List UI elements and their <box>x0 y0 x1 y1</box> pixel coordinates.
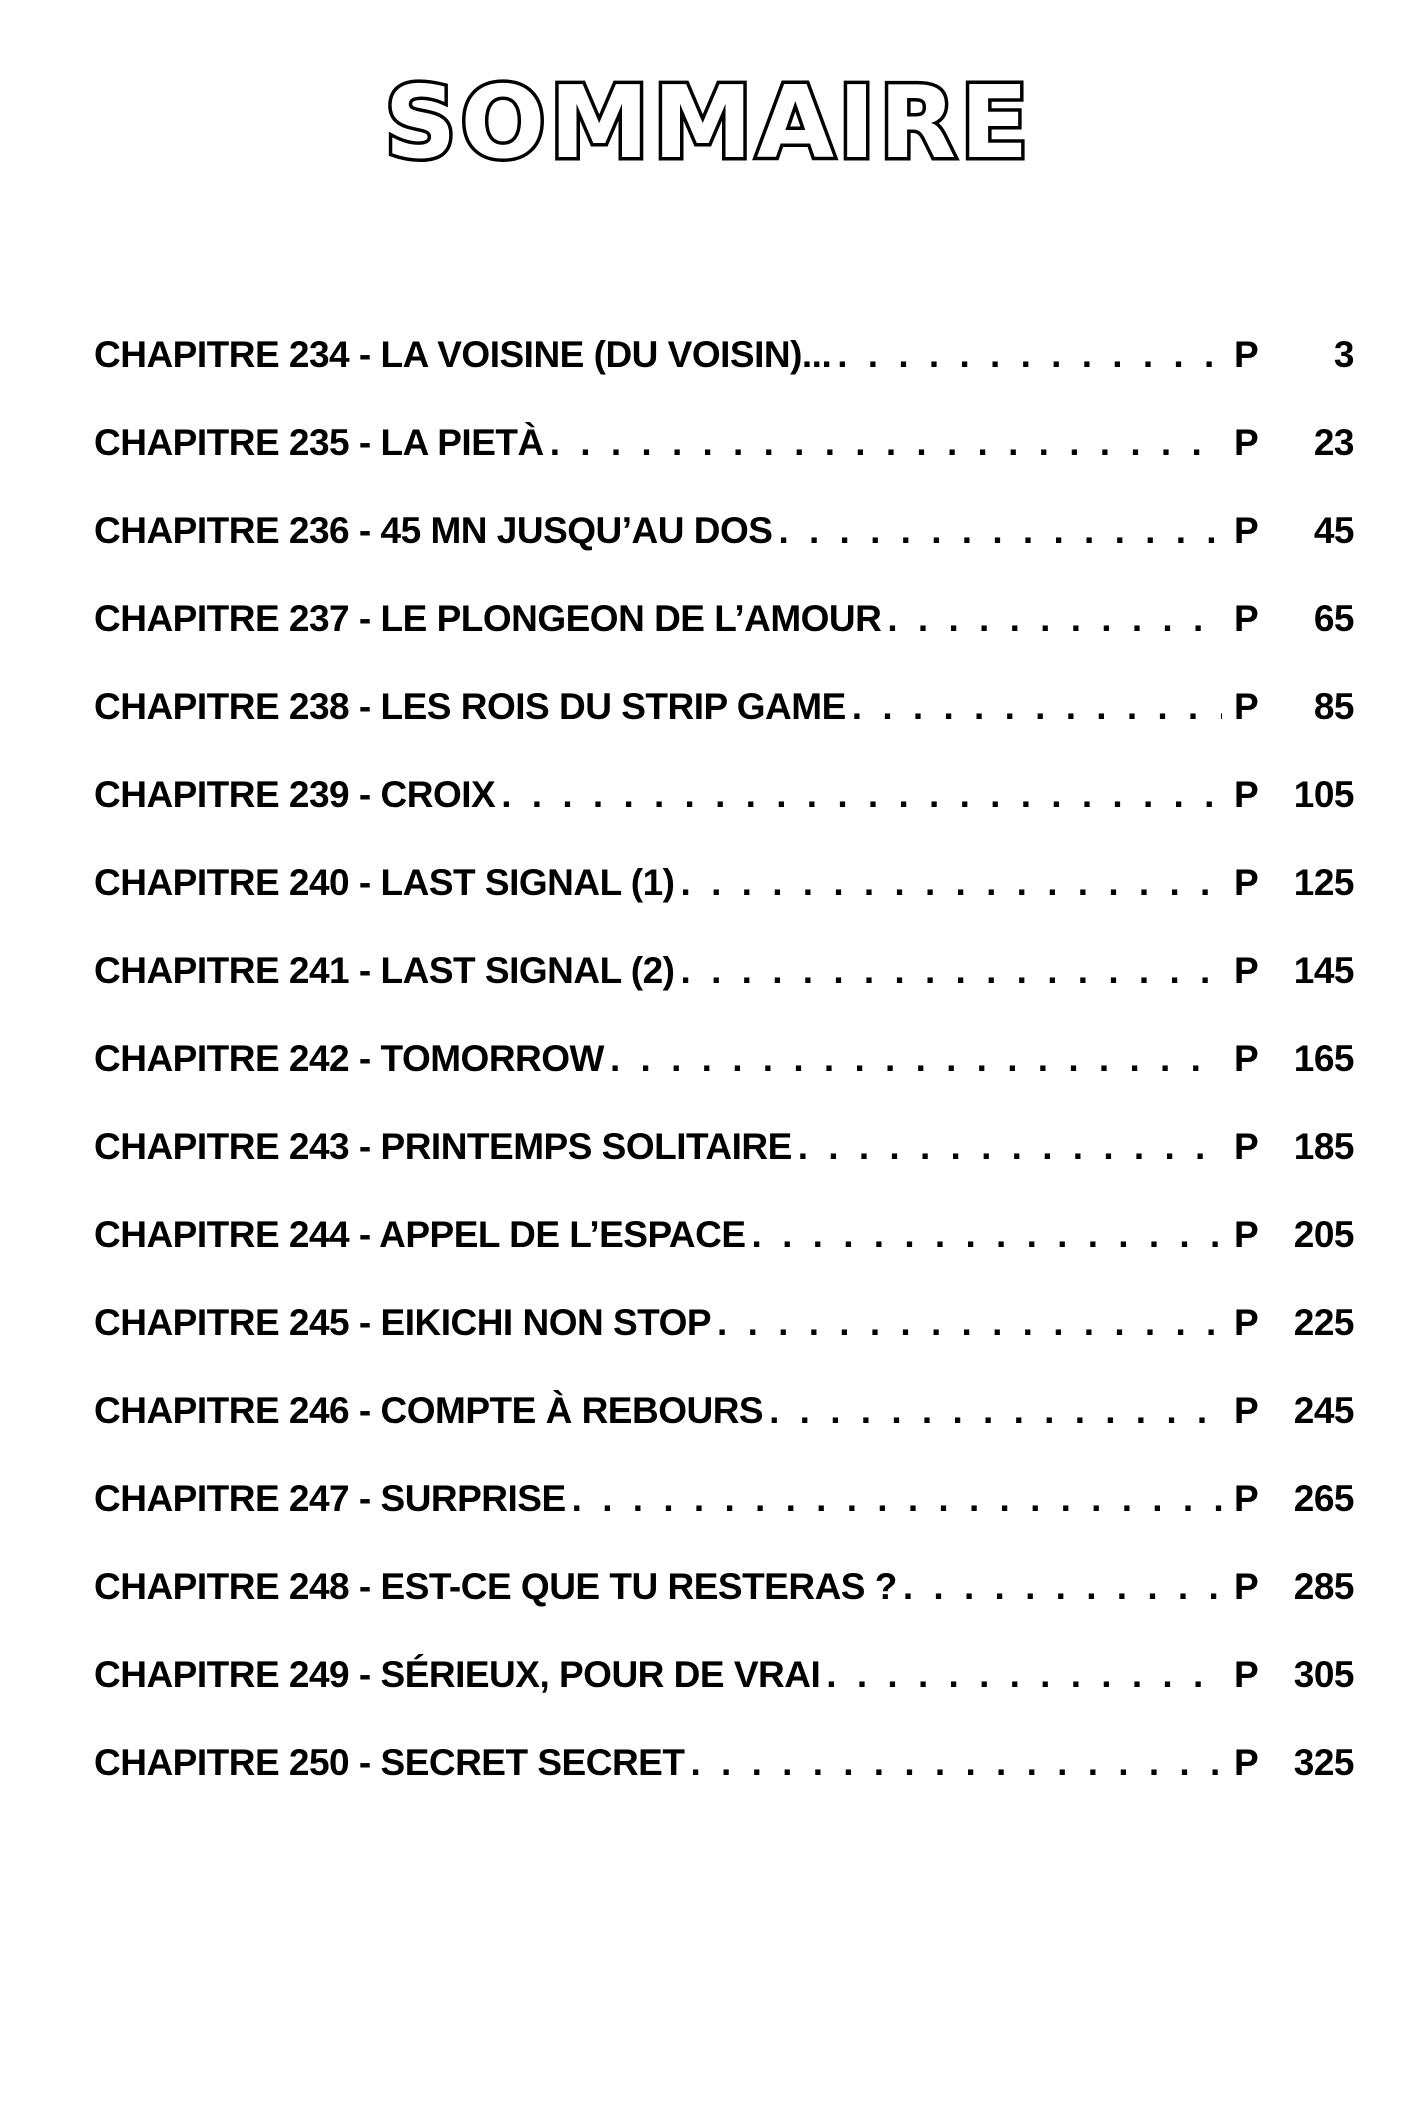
dot-leader <box>769 1390 1222 1432</box>
chapter-title: CHAPITRE 238 - LES ROIS DU STRIP GAME <box>94 686 846 727</box>
dot-leader <box>681 950 1222 992</box>
page-prefix: P <box>1234 1654 1259 1695</box>
toc-entry <box>94 1390 1354 1478</box>
page-number: 125 <box>1293 862 1354 903</box>
page-number: 205 <box>1293 1214 1354 1255</box>
chapter-title: CHAPITRE 240 - LAST SIGNAL (1) <box>94 862 675 903</box>
dot-leader <box>550 422 1222 464</box>
dot-leader <box>501 774 1222 816</box>
chapter-title: CHAPITRE 236 - 45 MN JUSQU’AU DOS <box>94 510 773 551</box>
page-number: 165 <box>1293 1038 1354 1079</box>
dot-leader <box>837 334 1222 376</box>
toc-entry <box>94 686 1354 774</box>
chapter-title: CHAPITRE 239 - CROIX <box>94 774 496 815</box>
chapter-title: CHAPITRE 247 - SURPRISE <box>94 1478 566 1519</box>
page-prefix: P <box>1234 1126 1259 1167</box>
page-title: SOMMAIRE <box>384 64 1033 181</box>
toc-entry <box>94 1654 1354 1742</box>
chapter-title: CHAPITRE 237 - LE PLONGEON DE L’AMOUR <box>94 598 882 639</box>
page-prefix: P <box>1234 686 1259 727</box>
toc-entry <box>94 598 1354 686</box>
dot-leader <box>852 686 1222 728</box>
page-number: 23 <box>1313 422 1354 463</box>
toc-entry <box>94 1742 1354 1830</box>
page-prefix: P <box>1234 598 1259 639</box>
chapter-title: CHAPITRE 244 - APPEL DE L’ESPACE <box>94 1214 746 1255</box>
toc-entry <box>94 1038 1354 1126</box>
page-number: 65 <box>1313 598 1354 639</box>
chapter-title: CHAPITRE 242 - TOMORROW <box>94 1038 604 1079</box>
toc-entry <box>94 510 1354 598</box>
toc-entry <box>94 422 1354 510</box>
page-number: 105 <box>1293 774 1354 815</box>
dot-leader <box>798 1126 1222 1168</box>
page-number: 185 <box>1293 1126 1354 1167</box>
toc-entry <box>94 862 1354 950</box>
page-number: 85 <box>1313 686 1354 727</box>
dot-leader <box>903 1566 1222 1608</box>
toc-entry <box>94 774 1354 862</box>
page-prefix: P <box>1234 1742 1259 1783</box>
page-number: 325 <box>1293 1742 1354 1783</box>
dot-leader <box>752 1214 1222 1256</box>
toc-entry <box>94 1302 1354 1390</box>
page-prefix: P <box>1234 422 1259 463</box>
dot-leader <box>887 598 1222 640</box>
page-number: 3 <box>1333 334 1354 375</box>
page-prefix: P <box>1234 1390 1259 1431</box>
page-prefix: P <box>1234 510 1259 551</box>
dot-leader <box>826 1654 1222 1696</box>
page-prefix: P <box>1234 950 1259 991</box>
page-prefix: P <box>1234 1038 1259 1079</box>
page-prefix: P <box>1234 1478 1259 1519</box>
chapter-title: CHAPITRE 248 - EST-CE QUE TU RESTERAS ? <box>94 1566 897 1607</box>
chapter-title: CHAPITRE 241 - LAST SIGNAL (2) <box>94 950 675 991</box>
chapter-title: CHAPITRE 234 - LA VOISINE (DU VOISIN)... <box>94 334 832 375</box>
page-number: 305 <box>1293 1654 1354 1695</box>
toc-entry <box>94 950 1354 1038</box>
page-prefix: P <box>1234 1302 1259 1343</box>
page-number: 285 <box>1293 1566 1354 1607</box>
toc-entry <box>94 1566 1354 1654</box>
dot-leader <box>717 1302 1222 1344</box>
dot-leader <box>778 510 1222 552</box>
chapter-title: CHAPITRE 250 - SECRET SECRET <box>94 1742 685 1783</box>
dot-leader <box>681 862 1222 904</box>
toc-entry <box>94 1214 1354 1302</box>
chapter-title: CHAPITRE 243 - PRINTEMPS SOLITAIRE <box>94 1126 792 1167</box>
page-prefix: P <box>1234 774 1259 815</box>
chapter-title: CHAPITRE 249 - SÉRIEUX, POUR DE VRAI <box>94 1654 821 1695</box>
page-prefix: P <box>1234 862 1259 903</box>
dot-leader <box>610 1038 1222 1080</box>
page-prefix: P <box>1234 1214 1259 1255</box>
page-number: 45 <box>1313 510 1354 551</box>
page-number: 225 <box>1293 1302 1354 1343</box>
chapter-title: CHAPITRE 245 - EIKICHI NON STOP <box>94 1302 712 1343</box>
page-number: 265 <box>1293 1478 1354 1519</box>
chapter-title: CHAPITRE 235 - LA PIETÀ <box>94 422 544 463</box>
chapter-title: CHAPITRE 246 - COMPTE À REBOURS <box>94 1390 764 1431</box>
toc-entry <box>94 334 1354 422</box>
toc-entry <box>94 1126 1354 1214</box>
dot-leader <box>690 1742 1222 1784</box>
page-number: 145 <box>1293 950 1354 991</box>
page-number: 245 <box>1293 1390 1354 1431</box>
toc-entry <box>94 1478 1354 1566</box>
page-prefix: P <box>1234 334 1259 375</box>
table-of-contents <box>94 334 1354 1830</box>
dot-leader <box>572 1478 1222 1520</box>
page-prefix: P <box>1234 1566 1259 1607</box>
